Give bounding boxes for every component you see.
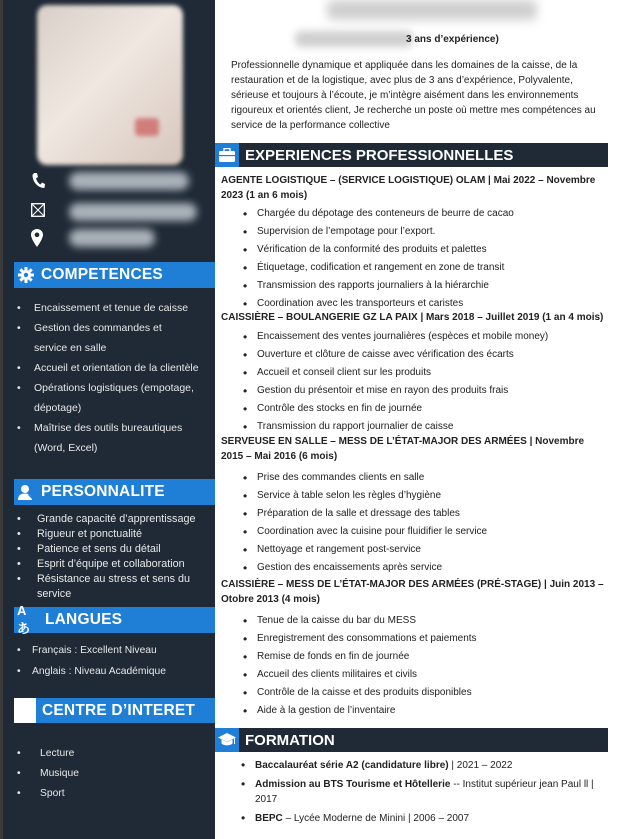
list-item: • Supervision de l’empotage pour l’export.: [215, 223, 608, 241]
list-item: • Grande capacité d’apprentissage: [3, 512, 215, 527]
langues-title: LANGUES: [45, 611, 123, 628]
list-item: • Accueil et conseil client sur les produits: [215, 364, 608, 382]
formation-degree: Admission au BTS Tourisme et Hôtellerie: [255, 778, 451, 790]
job-title: CAISSIÈRE – MESS DE L’ÉTAT-MAJOR DES ARMÉES (PRÉ-STAGE) | Juin 2013 – Otobre 2013 (4 mois): [221, 579, 604, 605]
langues-list: [3, 640, 215, 682]
list-item: • Maîtrise des outils bureautiques (Word, Excel): [3, 418, 215, 458]
langues-header: [14, 603, 215, 636]
formation-detail: | 2021 – 2022: [448, 760, 513, 771]
list-item: • Encaissement des ventes journalières (espèces et mobile money): [215, 328, 608, 346]
sidebar: [3, 0, 215, 839]
list-item: • Vérification de la conformité des produits et palettes: [215, 241, 608, 259]
list-item: • Gestion des encaissements après service: [215, 559, 608, 577]
list-item: • Contrôle de la caisse et des produits disponibles: [215, 684, 608, 702]
location-pin-icon: [31, 229, 47, 247]
formation-degree: Baccalauréat série A2 (candidature libre): [255, 760, 449, 771]
competences-list: [3, 298, 215, 458]
list-item: • Étiquetage, codification et rangement en zone de transit: [215, 259, 608, 277]
list-item: • Sport: [3, 784, 215, 804]
job-task-list: [215, 612, 608, 720]
list-item: • Chargée du dépotage des conteneurs de beurre de cacao: [215, 205, 608, 223]
page-margin-right: [608, 0, 628, 839]
list-item: • Remise de fonds en fin de journée: [215, 648, 608, 666]
list-item: • Service à table selon les règles d’hygiène: [215, 487, 608, 505]
list-item: • Lecture: [3, 744, 215, 764]
formation-degree: BEPC: [255, 812, 283, 824]
user-icon: [17, 483, 35, 501]
formation-list: [215, 758, 608, 829]
list-item: • Musique: [3, 764, 215, 784]
profile-summary: Professionnelle dynamique et appliquée dans les domaines de la caisse, de la restauration et de la logistique, avec plus de 3 ans d’expérience, Polyvalente, sérieuse et toujours à l’écoute, je m’intègre aisément dans les environnements rigoureux et orientés client, Je recherche un poste où mettre mes compétences au service de la performance collective: [231, 60, 596, 131]
gear-icon: [17, 266, 35, 284]
subtitle-redacted: [295, 31, 413, 47]
job-task-list: [215, 328, 608, 436]
list-item: • Coordination avec les transporteurs et caristes: [215, 295, 608, 313]
list-item: • Aide à la gestion de l’inventaire: [215, 702, 608, 720]
personnalite-list: [3, 512, 215, 602]
name-redacted: [327, 0, 537, 20]
list-item: • Gestion des commandes et service en salle: [3, 318, 215, 358]
contact-phone: [31, 172, 189, 190]
list-item: • Transmission des rapports journaliers à la hiérarchie: [215, 277, 608, 295]
profile-photo: [37, 5, 183, 165]
phone-redacted: [69, 172, 189, 190]
briefcase-icon: [215, 143, 239, 167]
competences-title: COMPETENCES: [41, 266, 163, 283]
list-item: • Anglais : Niveau Académique: [3, 661, 215, 682]
personnalite-header: [14, 479, 215, 505]
list-item: [215, 811, 608, 827]
list-item: • Transmission du rapport journalier de caisse: [215, 418, 608, 436]
list-item: • Opérations logistiques (empotage, dépotage): [3, 378, 215, 418]
job-title: SERVEUSE EN SALLE – MESS DE L’ÉTAT-MAJOR DES ARMÉES | Novembre 2015 – Mai 2016 (6 mois): [221, 436, 585, 462]
contact-address: [31, 229, 155, 247]
job-title: CAISSIÈRE – BOULANGERIE GZ LA PAIX | Mars 2018 – Juillet 2019 (1 an 4 mois): [221, 312, 604, 323]
centre-interet-title: CENTRE D’INTERET: [42, 701, 196, 719]
list-item: • Tenue de la caisse du bar du MESS: [215, 612, 608, 630]
list-item: • Gestion du présentoir et mise en rayon des produits frais: [215, 382, 608, 400]
language-icon: Aあ: [17, 603, 31, 636]
list-item: • Français : Excellent Niveau: [3, 640, 215, 661]
job-title: AGENTE LOGISTIQUE – (SERVICE LOGISTIQUE) OLAM | Mai 2022 – Novembre 2023 (1 an 6 mois): [221, 175, 596, 201]
formation-header: [215, 728, 608, 752]
formation-title: FORMATION: [245, 731, 335, 749]
list-item: [215, 777, 608, 808]
list-item: • Coordination avec la cuisine pour fluidifier le service: [215, 523, 608, 541]
experiences-header: [215, 143, 608, 167]
centre-interet-header: [36, 698, 215, 723]
profile-photo-detail: [135, 118, 159, 136]
centre-interet-white-block: [14, 698, 36, 723]
personnalite-title: PERSONNALITE: [41, 483, 165, 500]
envelope-icon: [31, 203, 47, 221]
centre-interet-list: [3, 744, 215, 804]
job-task-list: [215, 469, 608, 577]
list-item: • Encaissement et tenue de caisse: [3, 298, 215, 318]
list-item: • Esprit d’équipe et collaboration: [3, 557, 215, 572]
formation-detail: – Lycée Moderne de Minini | 2006 – 2007: [282, 812, 470, 824]
main-content: [215, 0, 608, 839]
list-item: • Accueil des clients militaires et civils: [215, 666, 608, 684]
phone-icon: [31, 172, 47, 190]
list-item: • Rigueur et ponctualité: [3, 527, 215, 542]
address-redacted: [69, 229, 155, 247]
email-redacted: [69, 203, 197, 221]
competences-header: [14, 262, 215, 288]
list-item: • Contrôle des stocks en fin de journée: [215, 400, 608, 418]
formation-detail: -- Institut supérieur jean Paul ll | 2017: [255, 778, 594, 805]
list-item: • Nettoyage et rangement post-service: [215, 541, 608, 559]
list-item: • Préparation de la salle et dressage des tables: [215, 505, 608, 523]
list-item: • Patience et sens du détail: [3, 542, 215, 557]
experiences-title: EXPERIENCES PROFESSIONNELLES: [245, 146, 514, 164]
list-item: • Résistance au stress et sens du service: [3, 572, 215, 602]
list-item: • Accueil et orientation de la clientèle: [3, 358, 215, 378]
job-task-list: [215, 205, 608, 313]
list-item: • Enregistrement des consommations et paiements: [215, 630, 608, 648]
graduation-cap-icon: [215, 728, 239, 752]
list-item: [215, 758, 608, 774]
list-item: • Ouverture et clôture de caisse avec vérification des écarts: [215, 346, 608, 364]
list-item: • Prise des commandes clients en salle: [215, 469, 608, 487]
contact-email: [31, 203, 197, 221]
subtitle-suffix: 3 ans d’expérience): [406, 34, 499, 45]
